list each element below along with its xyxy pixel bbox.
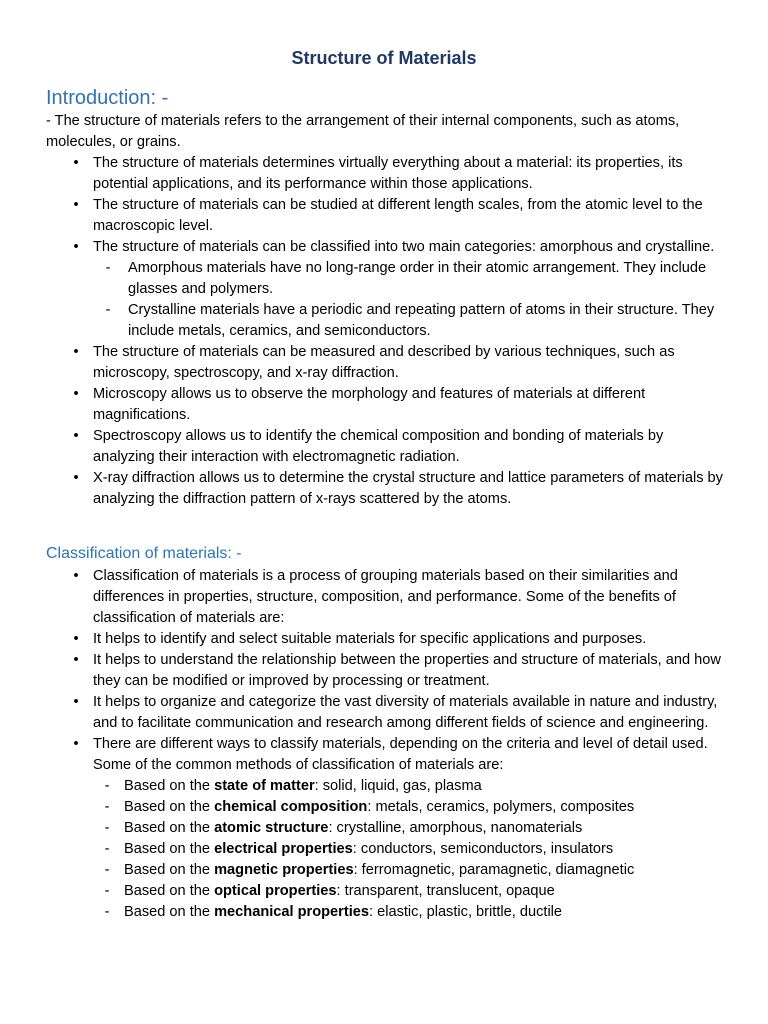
classification-bullet-list [0, 566, 768, 923]
method-term: mechanical properties [214, 904, 369, 920]
list-item: • X-ray diffraction allows us to determine the crystal structure and lattice parameters of materials by analyzing the diffraction pattern of x-rays scattered by the atoms. [0, 468, 768, 510]
dash-icon: - [104, 883, 110, 899]
dash-icon: - [105, 260, 111, 276]
dash-icon: - [104, 778, 110, 794]
bullet-icon: • [73, 652, 79, 668]
introduction-text: - The structure of materials refers to the arrangement of their internal components, such as atoms, molecules, or grains. [46, 113, 680, 150]
method-term: optical properties [214, 883, 337, 899]
list-item: • Microscopy allows us to observe the morphology and features of materials at different magnifications. [0, 384, 768, 426]
list-item: - Based on the magnetic properties: ferromagnetic, paramagnetic, diamagnetic [93, 860, 728, 881]
list-item: • It helps to organize and categorize the vast diversity of materials available in nature and industry, and to facilitate communication and research among different fields of science and engineering. [0, 692, 768, 734]
bullet-icon: • [73, 694, 79, 710]
introduction-bullet-list [0, 153, 768, 510]
dash-icon: - [105, 302, 111, 318]
list-item: • Spectroscopy allows us to identify the chemical composition and bonding of materials by analyzing their interaction with electromagnetic radiation. [0, 426, 768, 468]
list-item: - Amorphous materials have no long-range order in their atomic arrangement. They include glasses and polymers. [93, 258, 728, 300]
bullet-icon: • [73, 344, 79, 360]
bullet-icon: • [73, 239, 79, 255]
structure-categories-list [93, 258, 728, 342]
bullet-icon: • [73, 568, 79, 584]
list-item: • It helps to understand the relationship between the properties and structure of materials, and how they can be modified or improved by processing or treatment. [0, 650, 768, 692]
dash-icon: - [104, 799, 110, 815]
bullet-icon: • [73, 736, 79, 752]
method-term: chemical composition [214, 799, 368, 815]
list-item: - Based on the electrical properties: conductors, semiconductors, insulators [93, 839, 728, 860]
bullet-icon: • [73, 197, 79, 213]
classification-heading: Classification of materials: - [46, 545, 242, 562]
bullet-icon: • [73, 155, 79, 171]
introduction-heading: Introduction: - [46, 87, 169, 109]
list-item: - Based on the mechanical properties: elastic, plastic, brittle, ductile [93, 902, 728, 923]
method-term: magnetic properties [214, 862, 354, 878]
document-title: Structure of Materials [291, 48, 477, 68]
list-item: - Crystalline materials have a periodic and repeating pattern of atoms in their structure. They include metals, ceramics, and semiconductors. [93, 300, 728, 342]
list-item: - Based on the state of matter: solid, liquid, gas, plasma [93, 776, 728, 797]
list-item: • The structure of materials determines virtually everything about a material: its properties, its potential applications, and its performance within those applications. [0, 153, 768, 195]
list-item: • Classification of materials is a process of grouping materials based on their similarities and differences in properties, structure, composition, and performance. Some of the benefits of classification of materials are: [0, 566, 768, 629]
bullet-icon: • [73, 386, 79, 402]
list-item: • The structure of materials can be studied at different length scales, from the atomic level to the macroscopic level. [0, 195, 768, 237]
list-item: • There are different ways to classify materials, depending on the criteria and level of detail used. Some of the common methods of classification of materials are: - Based on the state of matter: solid, liquid, gas, plasma - Based on the chemical composition: metals, ceramics, polymers, composites - Based on the atomic structure: crystalline, amorphous, nanomaterials - Based on the electrical properties: conductors, semiconductors, insulators - Based on the magnetic properties: ferromagnetic, paramagnetic, diamagnetic - Based on the optical properties: transparent, translucent, opaque - Based on the mechanical properties: elastic, plastic, brittle, ductile [0, 734, 768, 923]
classification-methods-list [93, 776, 728, 923]
list-item: - Based on the optical properties: transparent, translucent, opaque [93, 881, 728, 902]
list-item: - Based on the atomic structure: crystalline, amorphous, nanomaterials [93, 818, 728, 839]
bullet-icon: • [73, 631, 79, 647]
dash-icon: - [104, 862, 110, 878]
dash-icon: - [104, 820, 110, 836]
list-item: • It helps to identify and select suitable materials for specific applications and purposes. [0, 629, 768, 650]
list-item: • The structure of materials can be classified into two main categories: amorphous and crystalline. - Amorphous materials have no long-range order in their atomic arrangement. They include glasses and polymers. - Crystalline materials have a periodic and repeating pattern of atoms in their structure. They include metals, ceramics, and semiconductors. [0, 237, 768, 342]
list-item: • The structure of materials can be measured and described by various techniques, such as microscopy, spectroscopy, and x-ray diffraction. [0, 342, 768, 384]
method-term: state of matter [214, 778, 315, 794]
dash-icon: - [104, 841, 110, 857]
bullet-icon: • [73, 470, 79, 486]
method-term: atomic structure [214, 820, 329, 836]
method-term: electrical properties [214, 841, 353, 857]
list-item: - Based on the chemical composition: metals, ceramics, polymers, composites [93, 797, 728, 818]
dash-icon: - [104, 904, 110, 920]
bullet-icon: • [73, 428, 79, 444]
